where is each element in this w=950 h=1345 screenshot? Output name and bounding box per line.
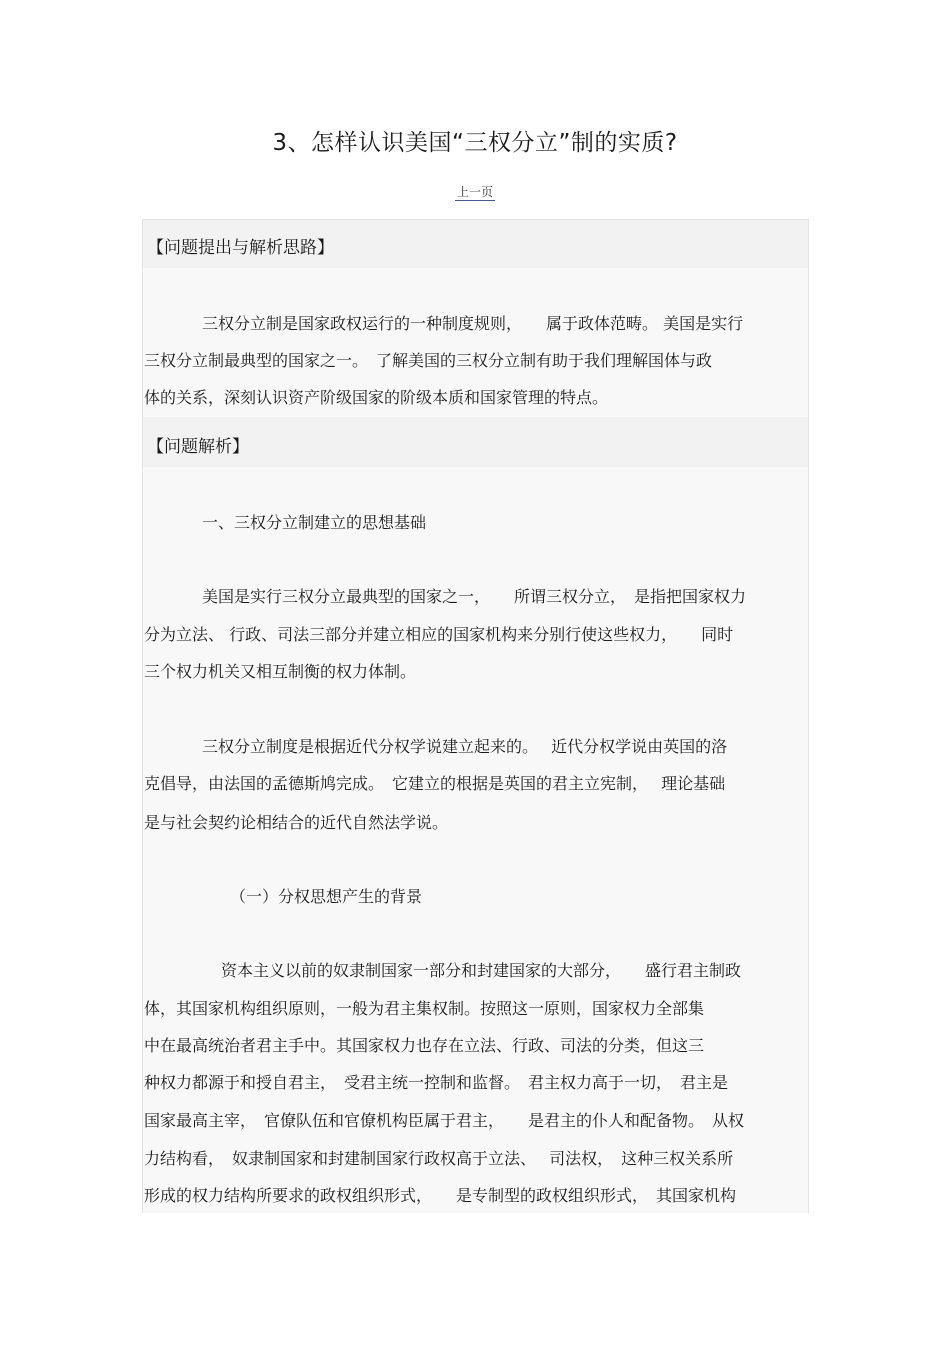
paragraph-line: 体的关系，深刻认识资产阶级国家的阶级本质和国家管理的特点。 — [144, 388, 609, 407]
paragraph-line: 克倡导，由法国的孟德斯鸠完成。 它建立的根据是英国的君主立宪制， 理论基础 — [144, 774, 726, 793]
paragraph-line: 三权分立制度是根据近代分权学说建立起来的。 近代分权学说由英国的洛 — [202, 737, 728, 756]
paragraph-line: 三权分立制是国家政权运行的一种制度规则， 属于政体范畴。 美国是实行 — [202, 314, 744, 333]
prev-page-link[interactable]: 上一页 — [456, 185, 493, 199]
paragraph-line: 中在最高统治者君主手中。其国家权力也存在立法、行政、司法的分类，但这三 — [144, 1036, 705, 1055]
section-heading-intro: 【问题提出与解析思路】 — [147, 238, 334, 258]
section-heading-analysis: 【问题解析】 — [147, 437, 249, 457]
paragraph-line: 三权分立制最典型的国家之一。 了解美国的三权分立制有助于我们理解国体与政 — [144, 351, 713, 370]
subheading-2: （一）分权思想产生的背景 — [230, 887, 423, 906]
paragraph-line: 国家最高主宰， 官僚队伍和官僚机构臣属于君主， 是君主的仆人和配备物。 从权 — [144, 1111, 745, 1130]
paragraph-line: 形成的权力结构所要求的政权组织形式， 是专制型的政权组织形式， 其国家机构 — [144, 1186, 737, 1205]
paragraph-line: 资本主义以前的奴隶制国家一部分和封建国家的大部分， 盛行君主制政 — [221, 961, 742, 980]
paragraph-line: 种权力都源于和授自君主， 受君主统一控制和监督。 君主权力高于一切， 君主是 — [144, 1073, 729, 1092]
page-title: 3、怎样认识美国“三权分立”制的实质? — [272, 130, 678, 156]
paragraph-line: 三个权力机关又相互制衡的权力体制。 — [144, 662, 417, 681]
paragraph-line: 美国是实行三权分立最典型的国家之一， 所谓三权分立， 是指把国家权力 — [202, 587, 747, 606]
prev-page-link-wrapper — [0, 183, 950, 200]
paragraph-line: 分为立法、 行政、司法三部分并建立相应的国家机构来分别行使这些权力， 同时 — [144, 625, 734, 644]
paragraph-line: 力结构看， 奴隶制国家和封建制国家行政权高于立法、 司法权， 这种三权关系所 — [144, 1149, 734, 1168]
subheading-1: 一、三权分立制建立的思想基础 — [202, 513, 427, 532]
paragraph-line: 是与社会契约论相结合的近代自然法学说。 — [144, 813, 449, 832]
paragraph-line: 体，其国家机构组织原则，一般为君主集权制。按照这一原则，国家权力全部集 — [144, 999, 705, 1018]
content-panel — [142, 219, 809, 1213]
